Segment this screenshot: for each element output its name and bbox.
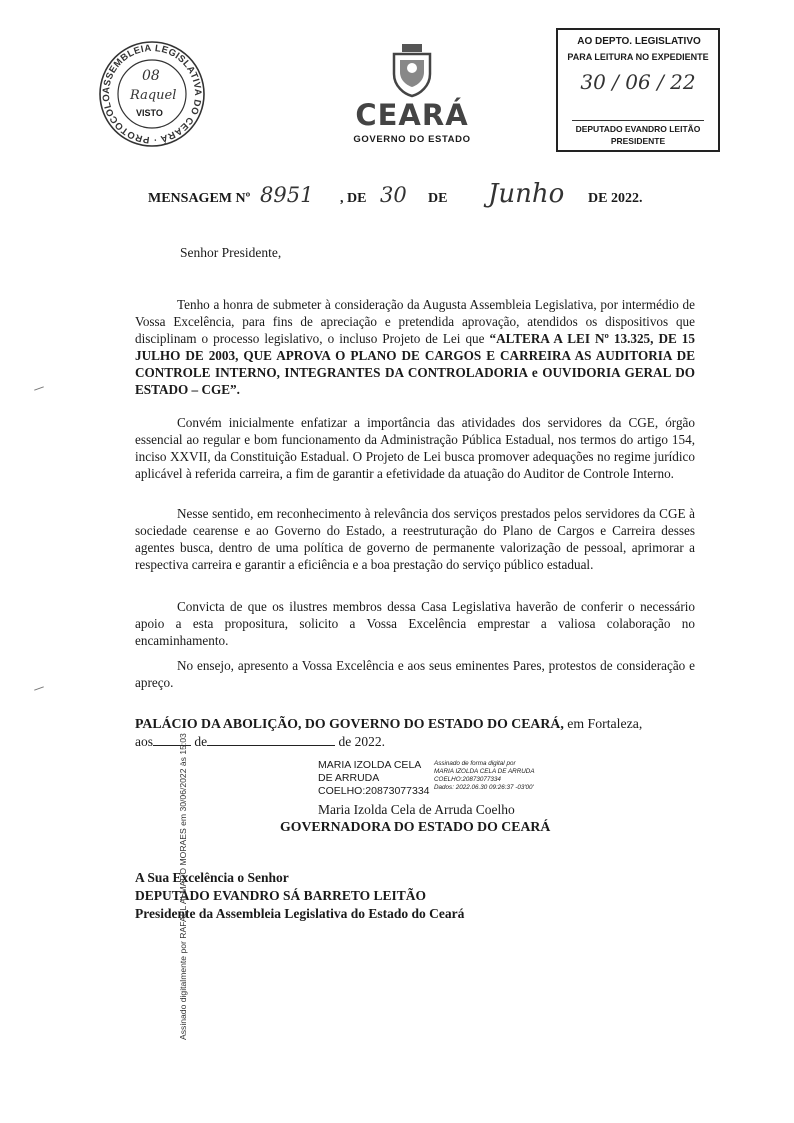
digital-signature-name-l1: MARIA IZOLDA CELA — [318, 759, 422, 771]
digital-signature-info — [434, 760, 535, 792]
message-de1: , DE — [340, 191, 367, 206]
protocol-visto: VISTO — [136, 108, 163, 118]
protocol-stamp — [96, 38, 208, 150]
digital-signature-info-l1: Assinado de forma digital por — [434, 760, 516, 767]
reading-stamp-line2: PARA LEITURA NO EXPEDIENTE — [567, 52, 709, 62]
digital-signature-name — [318, 759, 430, 798]
paragraph-1 — [135, 296, 695, 398]
reading-stamp-line3: DEPUTADO EVANDRO LEITÃO — [575, 124, 701, 134]
recipient-l3: Presidente da Assembleia Legislativa do Estado do Ceará — [135, 906, 465, 921]
paragraph-1-bill-title: “ALTERA A LEI Nº 13.325, DE 15 JULHO DE 2003, QUE APROVA O PLANO DE CARGOS E CARREIRA AS AUDITORIA DE CONTROLE INTERNO, INTEGRANTES DA CONTROLADORIA e OUVIDORIA GERAL DO ESTADO – CGE”. — [135, 331, 695, 397]
protocol-signature: Raquel — [130, 88, 177, 103]
digital-signature-info-l3: COELHO:20873077334 — [434, 776, 501, 783]
government-label: GOVERNO DO ESTADO — [353, 134, 471, 145]
digital-signature-name-l3: COELHO:20873077334 — [318, 785, 430, 797]
protocol-number: 08 — [142, 68, 160, 84]
salutation: Senhor Presidente, — [180, 245, 282, 260]
closing-palace-line — [135, 716, 720, 732]
closing-aos: aos — [135, 734, 153, 749]
closing-date-line — [135, 734, 385, 750]
reading-stamp-line1: AO DEPTO. LEGISLATIVO — [577, 36, 701, 47]
paragraph-5: No ensejo, apresento a Vossa Excelência e aos seus eminentes Pares, protestos de consideração e apreço. — [135, 658, 695, 690]
digital-signature-info-l2: MARIA IZOLDA CELA DE ARRUDA — [434, 768, 535, 775]
paragraph-2: Convém inicialmente enfatizar a importância das atividades dos servidores da CGE, órgão essencial ao regular e bom funcionamento da Administração Pública Estadual, nos termos do artigo 154, inciso XXVII, da Constituição Estadual. O Projeto de Lei busca promover adequações no regime jurídico aplicável à referida carreira, a fim de garantir a efetividade da atuação do Auditor de Controle Interno. — [135, 415, 695, 481]
reading-stamp-line4: PRESIDENTE — [610, 136, 666, 146]
digital-signature-name-l2: DE ARRUDA — [318, 772, 380, 784]
closing-de: de — [194, 734, 208, 749]
state-name: CEARÁ — [355, 98, 469, 132]
reading-stamp — [556, 28, 720, 152]
message-line — [148, 179, 668, 213]
message-day: 30 — [380, 183, 407, 207]
message-month: Junho — [488, 179, 565, 209]
message-label: MENSAGEM Nº — [148, 191, 251, 206]
message-number: 8951 — [260, 183, 314, 207]
paragraph-1-text: Tenho a honra de submeter à consideração da Augusta Assembleia Legislativa, por intermédio de Vossa Excelência, para fins de apreciação e pretendida aprovação, atendidos os dispositivos que disciplinam o processo legislativo, o incluso Projeto de Lei que — [135, 297, 695, 346]
coat-of-arms-icon — [388, 42, 436, 98]
digital-signature-info-l4: Dados: 2022.06.30 09:26:37 -03'00' — [434, 784, 534, 791]
recipient-l2: DEPUTADO EVANDRO SÁ BARRETO LEITÃO — [135, 888, 427, 903]
paragraph-4: Convicta de que os ilustres membros dessa Casa Legislativa haverão de conferir o necessário apoio a esta propositura, solicito a Vossa Excelência emprestar a valiosa colaboração no encaminhamento. — [135, 599, 695, 648]
message-year: DE 2022. — [588, 191, 643, 206]
margin-mark — [34, 686, 44, 690]
signer-title: GOVERNADORA DO ESTADO DO CEARÁ — [280, 819, 551, 834]
paragraph-3: Nesse sentido, em reconhecimento à relevância dos serviços prestados pelos servidores da CGE à sociedade cearense e ao Governo do Estado, a reestruturação do Plano de Cargos e Carreira desses agentes busca, dentro de uma política de governo de permanente valorização de pessoal, aprimorar a respectiva carreira e garantir a eficiência e a boa prestação do serviço público estadual. — [135, 506, 695, 572]
closing-palace: PALÁCIO DA ABOLIÇÃO, DO GOVERNO DO ESTADO DO CEARÁ, — [135, 716, 564, 731]
margin-mark — [34, 386, 44, 390]
protocol-ring-text: ASSEMBLEIA LEGISLATIVA DO CEARÁ · PROTOCOLO — [100, 42, 204, 146]
reading-stamp-divider — [572, 120, 704, 121]
reading-stamp-date: 30 / 06 / 22 — [580, 70, 696, 94]
recipient-l1: A Sua Excelência o Senhor — [135, 870, 289, 885]
message-de2: DE — [428, 191, 448, 206]
closing-city: em Fortaleza, — [567, 716, 643, 731]
signer-name: Maria Izolda Cela de Arruda Coelho — [318, 802, 515, 817]
closing-year: de 2022. — [338, 734, 385, 749]
side-digital-stamp: Assinado digitalmente por RAFAEL ALMADO MORAES em 30/06/2022 às 15:03 — [178, 733, 188, 1040]
